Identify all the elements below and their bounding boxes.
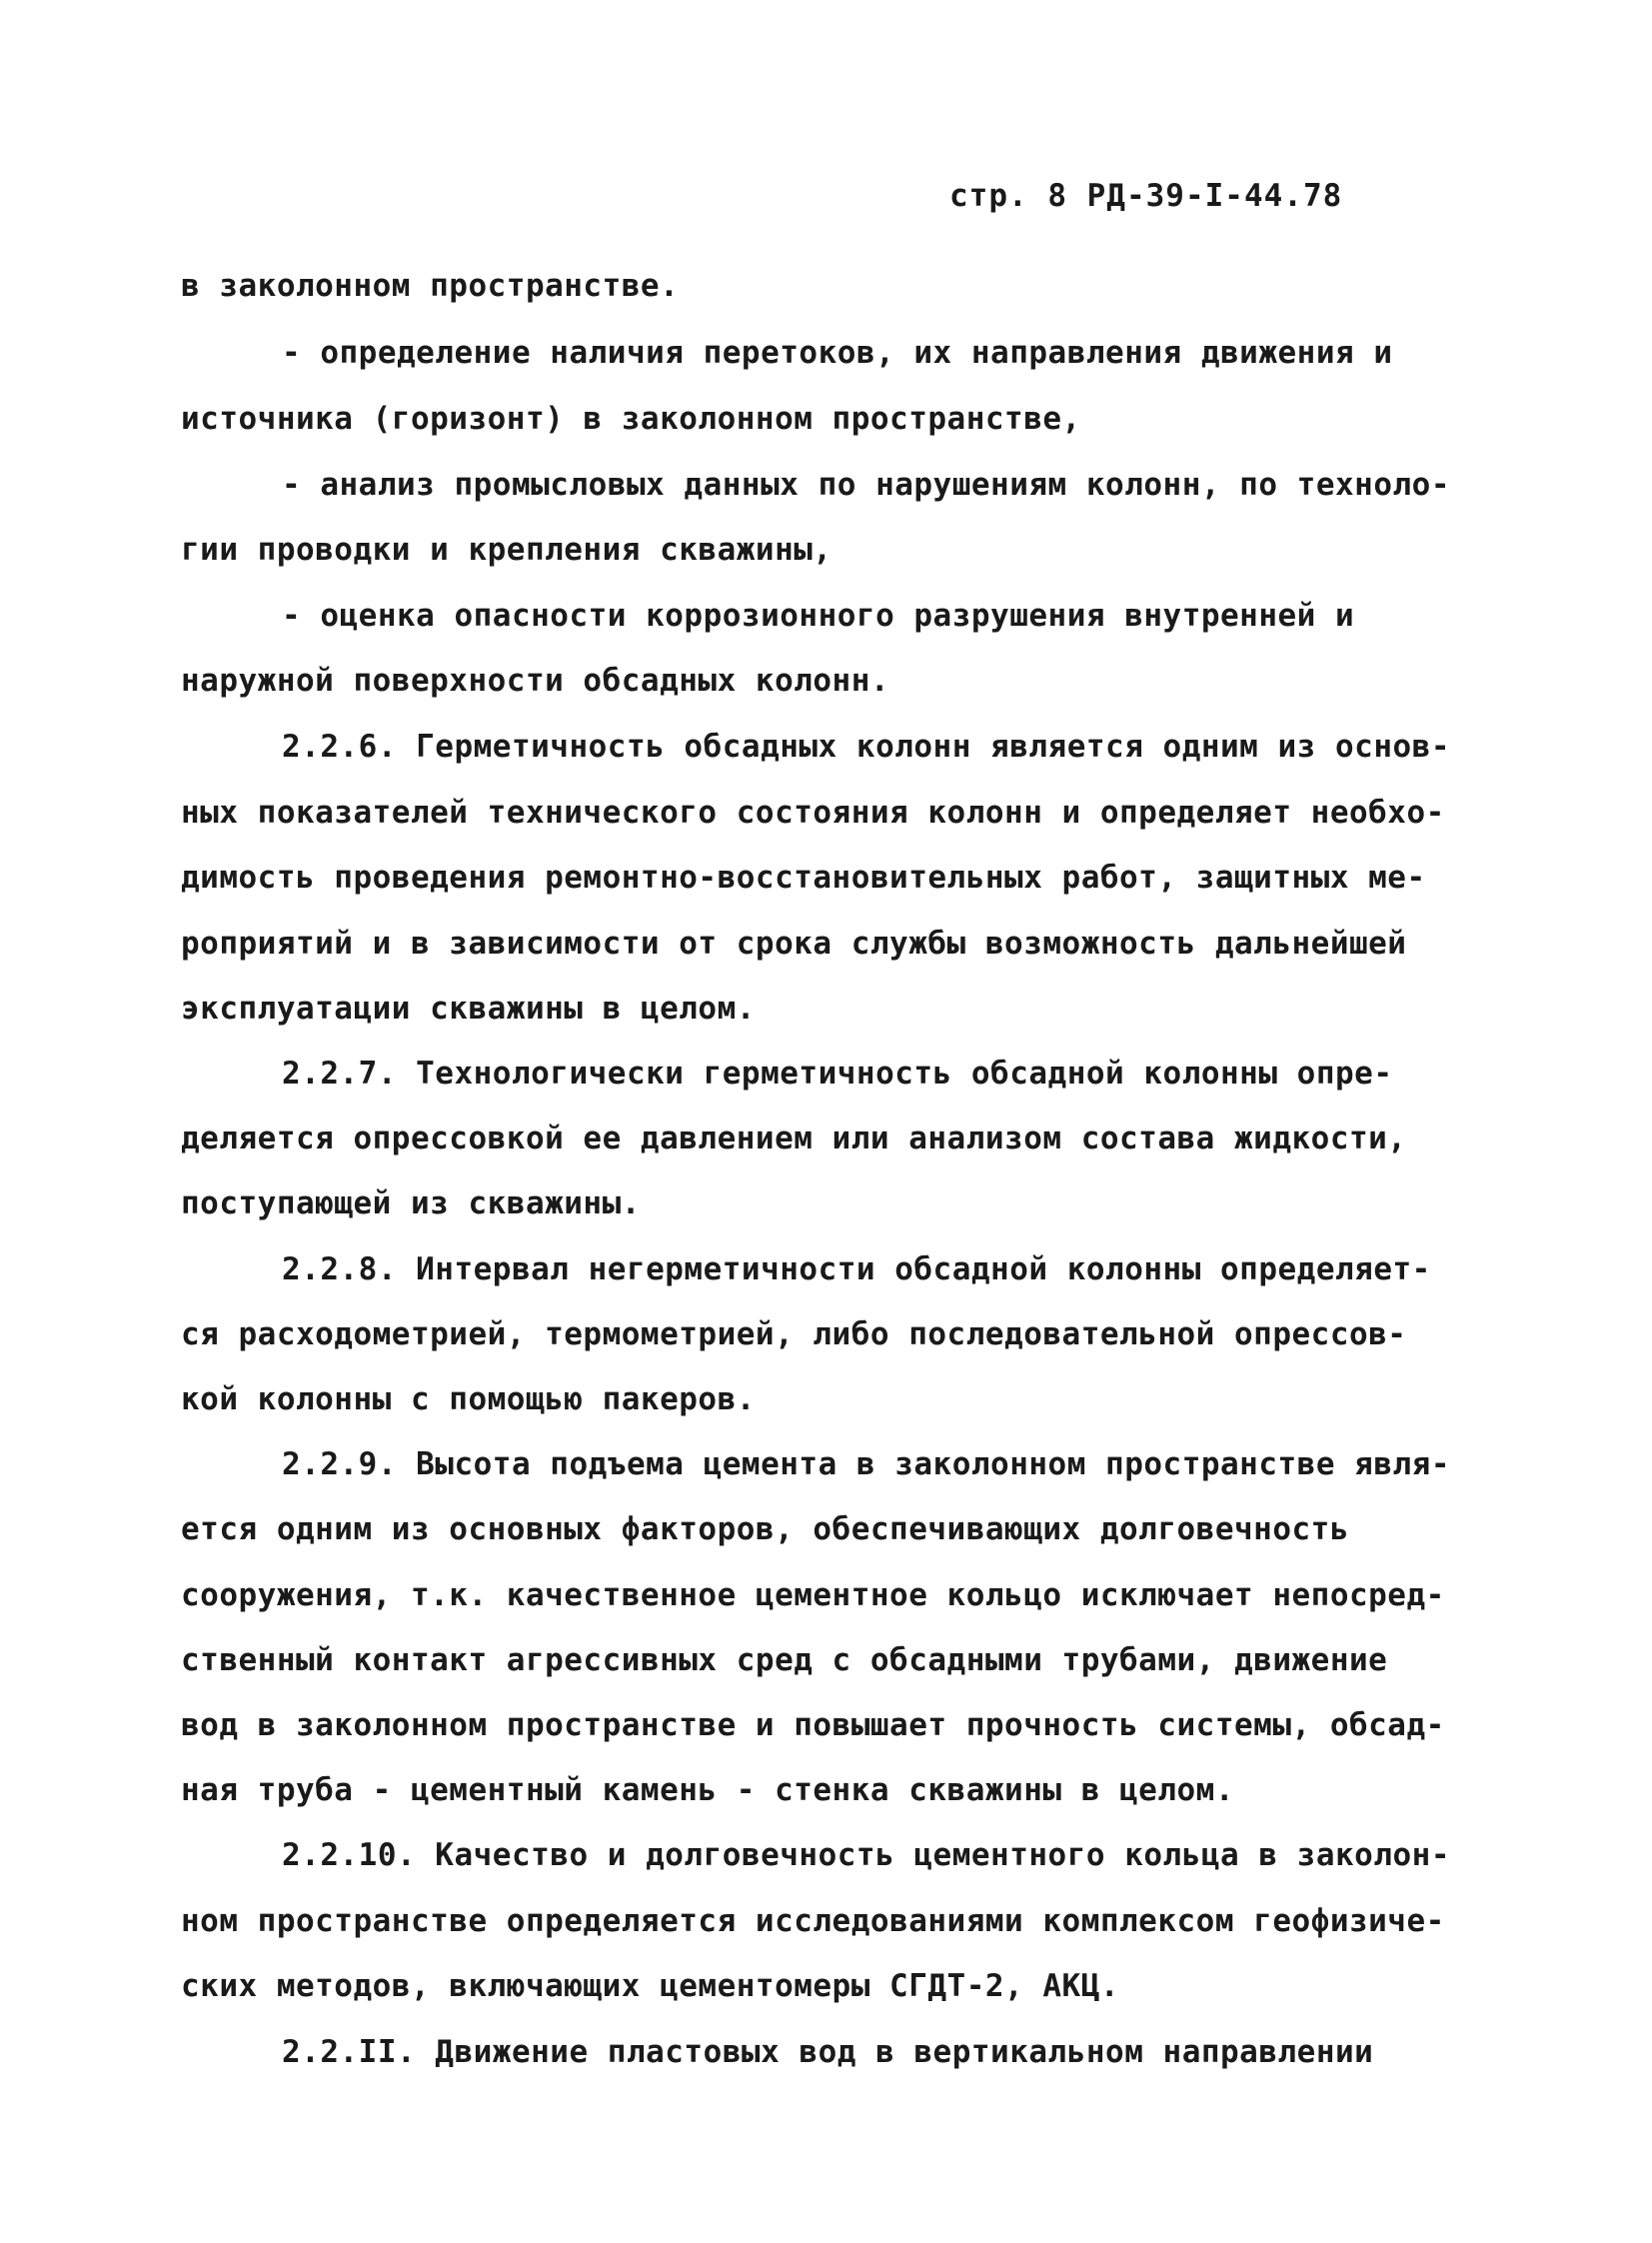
- text-line: 2.2.10. Качество и долговечность цементного кольца в заколон-: [282, 1837, 1450, 1873]
- text-line: димость проведения ремонтно-восстановительных работ, защитных ме-: [181, 860, 1426, 896]
- text-line: 2.2.7. Технологически герметичность обсадной колонны опре-: [282, 1056, 1393, 1092]
- text-line: гии проводки и крепления скважины,: [181, 532, 832, 568]
- text-line: ских методов, включающих цементомеры СГДТ-2, АКЦ.: [181, 1968, 1120, 2004]
- text-line: источника (горизонт) в заколонном пространстве,: [181, 401, 1081, 437]
- text-line: ных показателей технического состояния колонн и определяет необхо-: [181, 795, 1445, 831]
- text-line: сооружения, т.к. качественное цементное кольцо исключает непосред-: [181, 1577, 1445, 1613]
- page-header: стр. 8 РД-39-I-44.78: [949, 178, 1343, 214]
- text-line: в заколонном пространстве.: [181, 268, 680, 304]
- text-line: вод в заколонном пространстве и повышает прочность системы, обсад-: [181, 1707, 1445, 1743]
- text-line: наружной поверхности обсадных колонн.: [181, 663, 890, 699]
- text-line: - определение наличия перетоков, их направления движения и: [282, 335, 1393, 371]
- text-line: ется одним из основных факторов, обеспечивающих долговечность: [181, 1511, 1349, 1547]
- text-line: - оценка опасности коррозионного разрушения внутренней и: [282, 598, 1355, 634]
- text-line: 2.2.9. Высота подъема цемента в заколонном пространстве явля-: [282, 1446, 1450, 1482]
- text-line: ся расходометрией, термометрией, либо последовательной опрессов-: [181, 1316, 1407, 1352]
- text-line: эксплуатации скважины в целом.: [181, 991, 756, 1027]
- text-line: 2.2.6. Герметичность обсадных колонн является одним из основ-: [282, 729, 1450, 765]
- text-line: ная труба - цементный камень - стенка скважины в целом.: [181, 1772, 1234, 1808]
- text-line: - анализ промысловых данных по нарушениям колонн, по техноло-: [282, 467, 1450, 503]
- text-line: поступающей из скважины.: [181, 1185, 641, 1221]
- text-line: 2.2.8. Интервал негерметичности обсадной колонны определяет-: [282, 1251, 1431, 1287]
- text-line: ном пространстве определяется исследованиями комплексом геофизиче-: [181, 1903, 1445, 1939]
- text-line: роприятий и в зависимости от срока службы возможность дальнейшей: [181, 926, 1407, 962]
- text-line: деляется опрессовкой ее давлением или анализом состава жидкости,: [181, 1121, 1407, 1156]
- text-line: ственный контакт агрессивных сред с обсадными трубами, движение: [181, 1642, 1388, 1678]
- text-line: кой колонны с помощью пакеров.: [181, 1381, 756, 1417]
- text-line: 2.2.II. Движение пластовых вод в вертикальном направлении: [282, 2034, 1374, 2070]
